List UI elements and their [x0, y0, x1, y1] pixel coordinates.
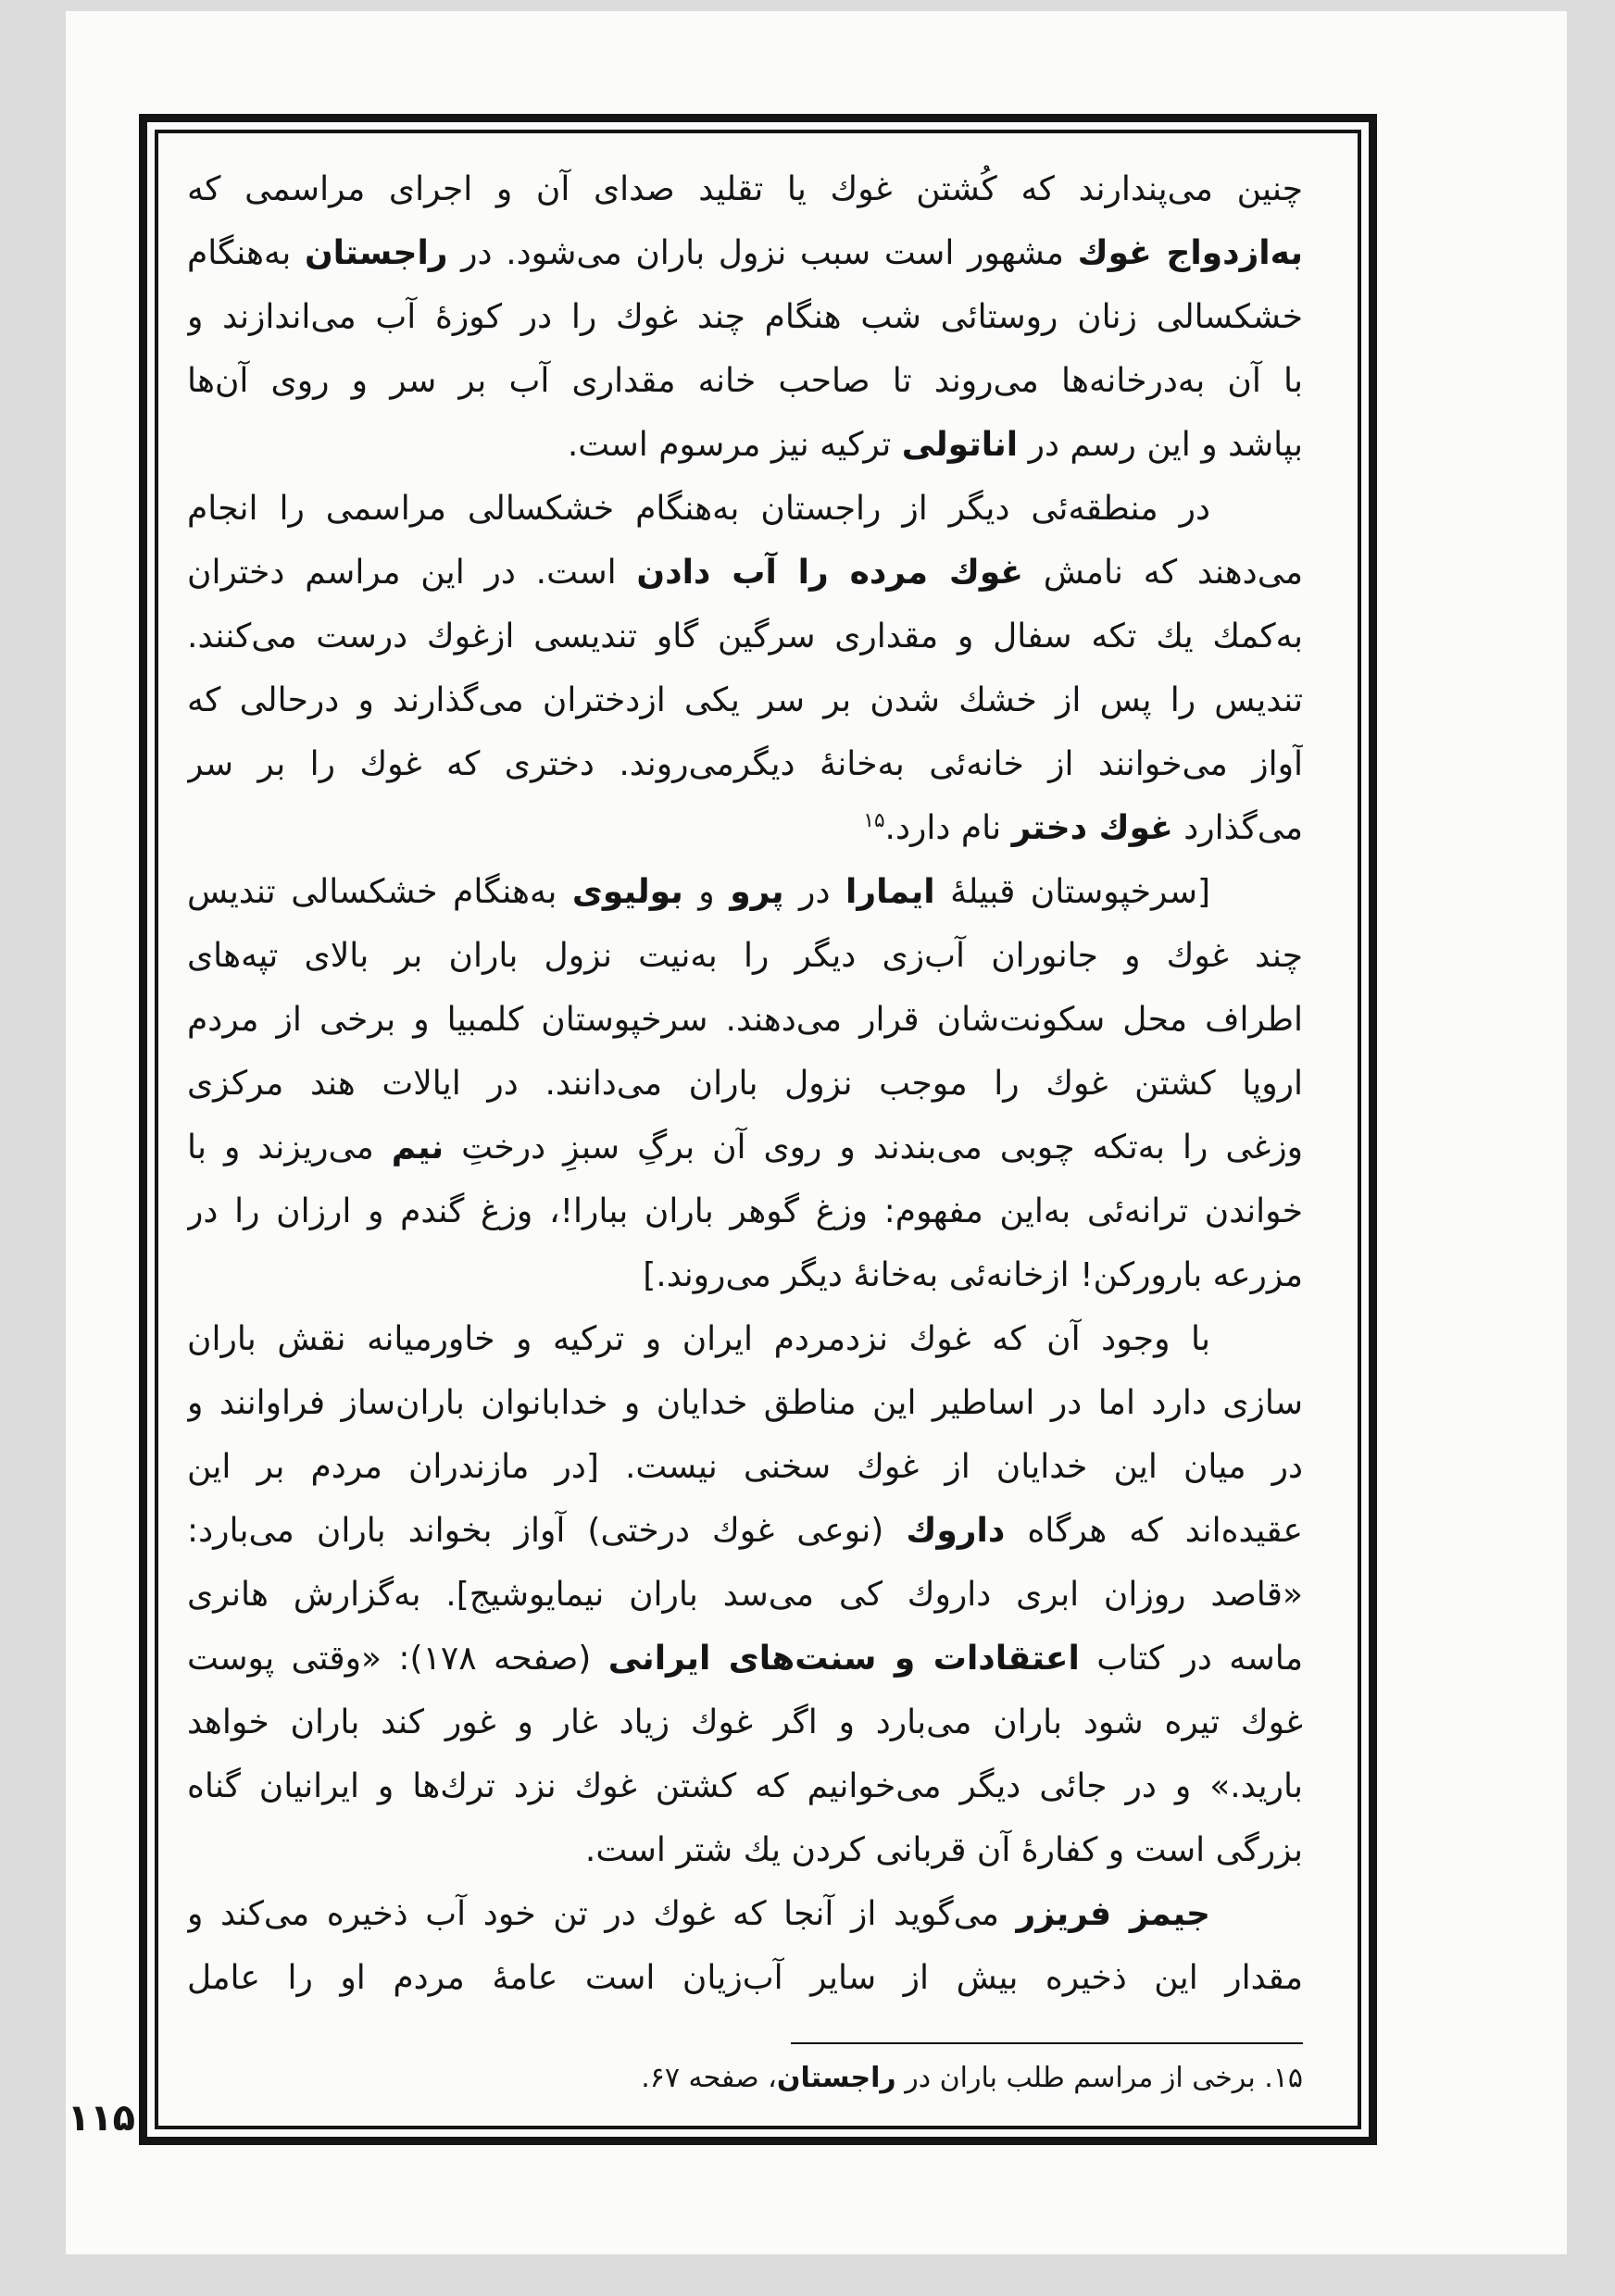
text-run: بارید.» و در جائی دیگر می‌خوانیم که کشتن غوك نزد ترك‌ها و ایرانیان گناه	[187, 1767, 1303, 1805]
text-run: مشهور است سبب نزول باران می‌شود. در	[447, 234, 1078, 272]
text-line	[187, 1946, 1303, 2010]
text-run: آواز می‌خوانند از خانه‌ئی به‌خانهٔ دیگرمی‌روند. دختری که غوك را بر سر	[187, 745, 1303, 783]
footnote-rule	[791, 2042, 1303, 2044]
text-line	[187, 1818, 1303, 1882]
text-run: ترکیه نیز مرسوم است.	[567, 426, 902, 464]
text-line	[187, 732, 1303, 796]
text-run: ماسه در کتاب	[1079, 1640, 1303, 1678]
text-line	[187, 1627, 1303, 1691]
text-line	[187, 1499, 1303, 1563]
bold-text-run: اعتقادات و سنت‌های ایرانی	[607, 1640, 1080, 1678]
text-line	[187, 1691, 1303, 1754]
text-run: است. در این مراسم دختران	[187, 554, 637, 592]
text-line	[187, 285, 1303, 349]
text-line	[187, 1371, 1303, 1435]
text-line	[187, 1116, 1303, 1179]
text-line	[187, 1243, 1303, 1307]
body-text	[187, 157, 1303, 2010]
text-run: به‌کمك یك تکه سفال و مقداری سرگین گاو تندیسی ازغوك درست می‌کنند.	[187, 618, 1303, 655]
text-run: و	[682, 873, 731, 911]
text-line	[187, 1435, 1303, 1499]
text-run: [سرخپوستان قبیلهٔ	[934, 873, 1211, 911]
text-run: با آن به‌درخانه‌ها می‌روند تا صاحب خانه مقداری آب بر سر و روی آن‌ها	[187, 362, 1303, 400]
text-run: می‌گذارد	[1172, 809, 1303, 847]
bold-text-run: غوك دختر	[1011, 809, 1173, 847]
text-line	[187, 1052, 1303, 1116]
text-run: با وجود آن که غوك نزدمردم ایران و ترکیه و خاورمیانه نقش باران	[187, 1320, 1210, 1358]
text-run: می‌ریزند و با	[187, 1129, 392, 1167]
text-run: اطراف محل سکونت‌شان قرار می‌دهند. سرخپوستان کلمبیا و برخی از مردم	[187, 1001, 1303, 1039]
text-line	[187, 413, 1303, 477]
text-run: وزغی را به‌تکه چوبی می‌بندند و روی آن برگِ سبزِ درختِ	[444, 1129, 1303, 1167]
bold-text-run: پرو	[730, 873, 784, 911]
text-run: سازی دارد اما در اساطیر این مناطق خدایان و خدابانوان باران‌ساز فراوانند و	[187, 1384, 1303, 1422]
text-line	[187, 796, 1303, 860]
text-run: بپاشد و این رسم در	[1018, 426, 1303, 464]
text-run: می‌دهند که نامش	[1023, 554, 1303, 592]
text-line	[187, 860, 1303, 924]
text-run: می‌گوید از آنجا که غوك در تن خود آب ذخیره می‌کند و	[187, 1895, 1017, 1933]
bold-text-run: داروك	[906, 1512, 1006, 1550]
text-run: (نوعی غوك درختی) آواز بخواند باران می‌بارد:	[187, 1512, 907, 1550]
footnote-text: ۱۵. برخی از مراسم طلب باران در	[895, 2062, 1303, 2094]
bold-text-run: بولیوی	[571, 873, 683, 911]
text-line	[187, 157, 1303, 221]
text-line	[187, 1179, 1303, 1243]
bold-text-run: به‌ازدواج غوك	[1077, 234, 1303, 272]
text-run: مزرعه بارورکن! ازخانه‌ئی به‌خانهٔ دیگر می‌روند.]	[643, 1256, 1303, 1294]
text-run: عقیده‌اند که هرگاه	[1005, 1512, 1303, 1550]
bold-text-run: اناتولی	[901, 426, 1019, 464]
text-line	[187, 1563, 1303, 1627]
footnote-text: ، صفحه ۶۷.	[641, 2062, 777, 2094]
page-number: ۱۱۵	[67, 2097, 135, 2140]
text-run: «قاصد روزان ابری داروك کی می‌سد باران نیمایوشیج]. به‌گزارش هانری	[187, 1576, 1303, 1614]
bold-text-run: ایمارا	[845, 873, 935, 911]
text-line	[187, 541, 1303, 605]
footnote	[641, 2057, 1303, 2100]
text-run: اروپا کشتن غوك را موجب نزول باران می‌دانند. در ایالات هند مرکزی	[187, 1065, 1303, 1103]
text-run: بزرگی است و کفارهٔ آن قربانی کردن یك شتر است.	[584, 1831, 1303, 1869]
text-run: در	[783, 873, 846, 911]
text-line	[187, 668, 1303, 732]
text-run: چند غوك و جانوران آب‌زی دیگر را به‌نیت نزول باران بر بالای تپه‌های	[187, 937, 1303, 975]
text-run: در میان این خدایان از غوك سخنی نیست. [در مازندران مردم بر این	[187, 1448, 1303, 1486]
text-run: (صفحه ۱۷۸): «وقتی پوست	[187, 1640, 608, 1678]
bold-text-run: غوك مرده را آب دادن	[636, 554, 1023, 592]
text-line	[187, 221, 1303, 285]
bold-text-run: جیمز فریزر	[1016, 1895, 1210, 1933]
text-run: نام دارد.	[884, 809, 1012, 847]
text-line	[187, 924, 1303, 988]
text-run: تندیس را پس از خشك شدن بر سر یکی ازدختران می‌گذارند و درحالی که	[187, 681, 1303, 719]
bold-text-run: نیم	[391, 1129, 444, 1167]
text-run: مقدار این ذخیره بیش از سایر آب‌زیان است عامهٔ مردم او را عامل	[187, 1959, 1303, 1997]
text-run: خشکسالی زنان روستائی شب هنگام چند غوك را در کوزهٔ آب می‌اندازند و	[187, 298, 1303, 336]
text-line	[187, 349, 1303, 413]
text-line	[187, 1307, 1303, 1371]
text-run: خواندن ترانه‌ئی به‌این مفهوم: وزغ گوهر باران ببارا!، وزغ گندم و ارزان را در	[187, 1192, 1303, 1230]
text-line	[187, 1754, 1303, 1818]
text-line	[187, 1882, 1303, 1946]
footnote-bold-text: راجستان	[776, 2062, 896, 2094]
text-run: در منطقه‌ئی دیگر از راجستان به‌هنگام خشکسالی مراسمی را انجام	[187, 490, 1210, 528]
bold-text-run: راجستان	[304, 234, 448, 272]
text-run: غوك تیره شود باران می‌بارد و اگر غوك زیاد غار و غور کند باران خواهد	[187, 1703, 1303, 1741]
text-run: چنین می‌پندارند که کُشتن غوك یا تقلید صدای آن و اجرای مراسمی که	[187, 170, 1303, 208]
footnote-reference: ۱۵	[863, 809, 885, 832]
text-line	[187, 477, 1303, 541]
text-run: به‌هنگام	[187, 234, 305, 272]
text-run: به‌هنگام خشکسالی تندیس	[187, 873, 572, 911]
text-line	[187, 988, 1303, 1052]
text-line	[187, 605, 1303, 668]
